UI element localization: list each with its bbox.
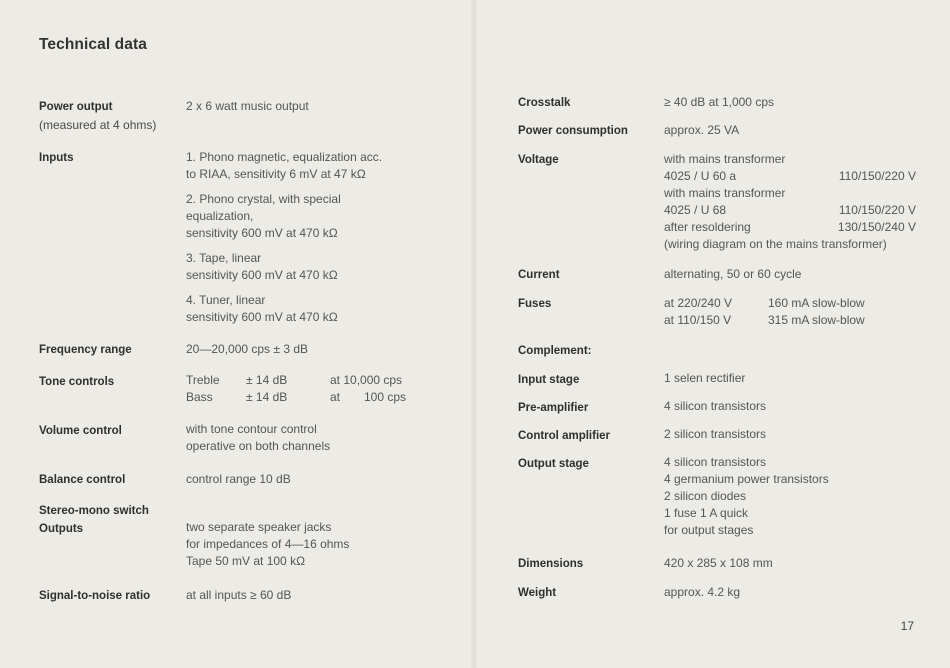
inputs-item-2 [186,191,341,242]
output-stage-line-1: 4 silicon transistors [664,455,767,469]
inputs-item-4-line-1: 4. Tuner, linear [186,293,266,307]
page-number: 17 [900,619,914,633]
inputs-item-1-line-2: to RIAA, sensitivity 6 mV at 47 kΩ [186,167,366,181]
snr-value: at all inputs ≥ 60 dB [186,588,292,602]
power-output-note: (measured at 4 ohms) [39,118,157,132]
snr-label: Signal-to-noise ratio [39,590,151,602]
current-value: alternating, 50 or 60 cycle [664,267,802,281]
output-stage-line-3: 2 silicon diodes [664,489,747,503]
treble-frequency: at 10,000 cps [330,373,403,387]
control-amplifier-value: 2 silicon transistors [664,427,767,441]
inputs-item-2-line-1: 2. Phono crystal, with special [186,192,341,206]
dimensions-label: Dimensions [518,558,584,570]
output-stage-label: Output stage [518,458,589,470]
voltage-row-6: (wiring diagram on the mains transformer) [664,237,887,251]
voltage-row-5-value: 130/150/240 V [837,220,916,234]
pre-amplifier-label: Pre-amplifier [518,402,589,414]
volume-control-line-2: operative on both channels [186,439,331,453]
power-consumption-value: approx. 25 VA [664,123,740,137]
complement-label: Complement: [518,345,592,357]
power-output-label: Power output [39,101,113,113]
weight-value: approx. 4.2 kg [664,585,741,599]
power-consumption-label: Power consumption [518,125,628,137]
inputs-item-3 [186,250,338,284]
voltage-row-4: 4025 / U 68 [664,203,727,217]
tone-controls-label: Tone controls [39,376,115,388]
outputs-line-1: two separate speaker jacks [186,520,332,534]
current-label: Current [518,269,560,281]
voltage-table [664,151,916,253]
dimensions-value: 420 x 285 x 108 mm [664,556,773,570]
control-amplifier-label: Control amplifier [518,430,611,442]
stereo-mono-switch-label: Stereo-mono switch [39,505,149,517]
inputs-item-2-line-2: equalization, [186,209,254,223]
inputs-item-4 [186,292,338,326]
crosstalk-value: ≥ 40 dB at 1,000 cps [664,95,774,109]
volume-control-label: Volume control [39,425,122,437]
outputs-line-3: Tape 50 mV at 100 kΩ [186,554,306,568]
bass-at: at [330,390,341,404]
fuses-table [664,295,904,329]
weight-label: Weight [518,587,557,599]
voltage-row-5: after resoldering [664,220,751,234]
page-title: Technical data [39,36,147,53]
output-stage-value [664,454,829,539]
input-stage-label: Input stage [518,374,580,386]
output-stage-line-4: 1 fuse 1 A quick [664,506,749,520]
voltage-row-3: with mains transformer [664,186,786,200]
crosstalk-label: Crosstalk [518,97,571,109]
tone-controls-table [186,372,426,406]
left-page [0,0,474,668]
treble-level: ± 14 dB [246,373,288,387]
balance-control-value: control range 10 dB [186,472,291,486]
volume-control-value [186,421,330,455]
voltage-row-1: with mains transformer [664,152,786,166]
balance-control-label: Balance control [39,474,126,486]
pre-amplifier-value: 4 silicon transistors [664,399,767,413]
fuse-1-rating: 160 mA slow-blow [768,296,865,310]
fuse-1-at: at 220/240 V [664,296,733,310]
bass-frequency: 100 cps [364,390,407,404]
inputs-item-3-line-1: 3. Tape, linear [186,251,262,265]
right-page [474,0,950,668]
outputs-line-2: for impedances of 4—16 ohms [186,537,350,551]
bass-level: ± 14 dB [246,390,288,404]
inputs-item-4-line-2: sensitivity 600 mV at 470 kΩ [186,310,338,324]
inputs-item-1 [186,149,382,183]
fuse-2-rating: 315 mA slow-blow [768,313,865,327]
outputs-label: Outputs [39,523,84,535]
output-stage-line-5: for output stages [664,523,754,537]
bass-name: Bass [186,390,213,404]
voltage-row-2: 4025 / U 60 a [664,169,737,183]
fuse-2-at: at 110/150 V [664,313,732,327]
inputs-item-3-line-2: sensitivity 600 mV at 470 kΩ [186,268,338,282]
output-stage-line-2: 4 germanium power transistors [664,472,829,486]
outputs-value [186,519,349,570]
power-output-value: 2 x 6 watt music output [186,99,309,113]
voltage-row-4-value: 110/150/220 V [838,203,916,217]
inputs-item-1-line-1: 1. Phono magnetic, equalization acc. [186,150,383,164]
input-stage-value: 1 selen rectifier [664,371,746,385]
inputs-label: Inputs [39,152,74,164]
treble-name: Treble [186,373,220,387]
volume-control-line-1: with tone contour control [186,422,317,436]
frequency-range-label: Frequency range [39,344,132,356]
voltage-row-2-value: 110/150/220 V [838,169,916,183]
inputs-item-2-line-3: sensitivity 600 mV at 470 kΩ [186,226,338,240]
fuses-label: Fuses [518,298,552,310]
voltage-label: Voltage [518,154,559,166]
frequency-range-value: 20—20,000 cps ± 3 dB [186,342,308,356]
